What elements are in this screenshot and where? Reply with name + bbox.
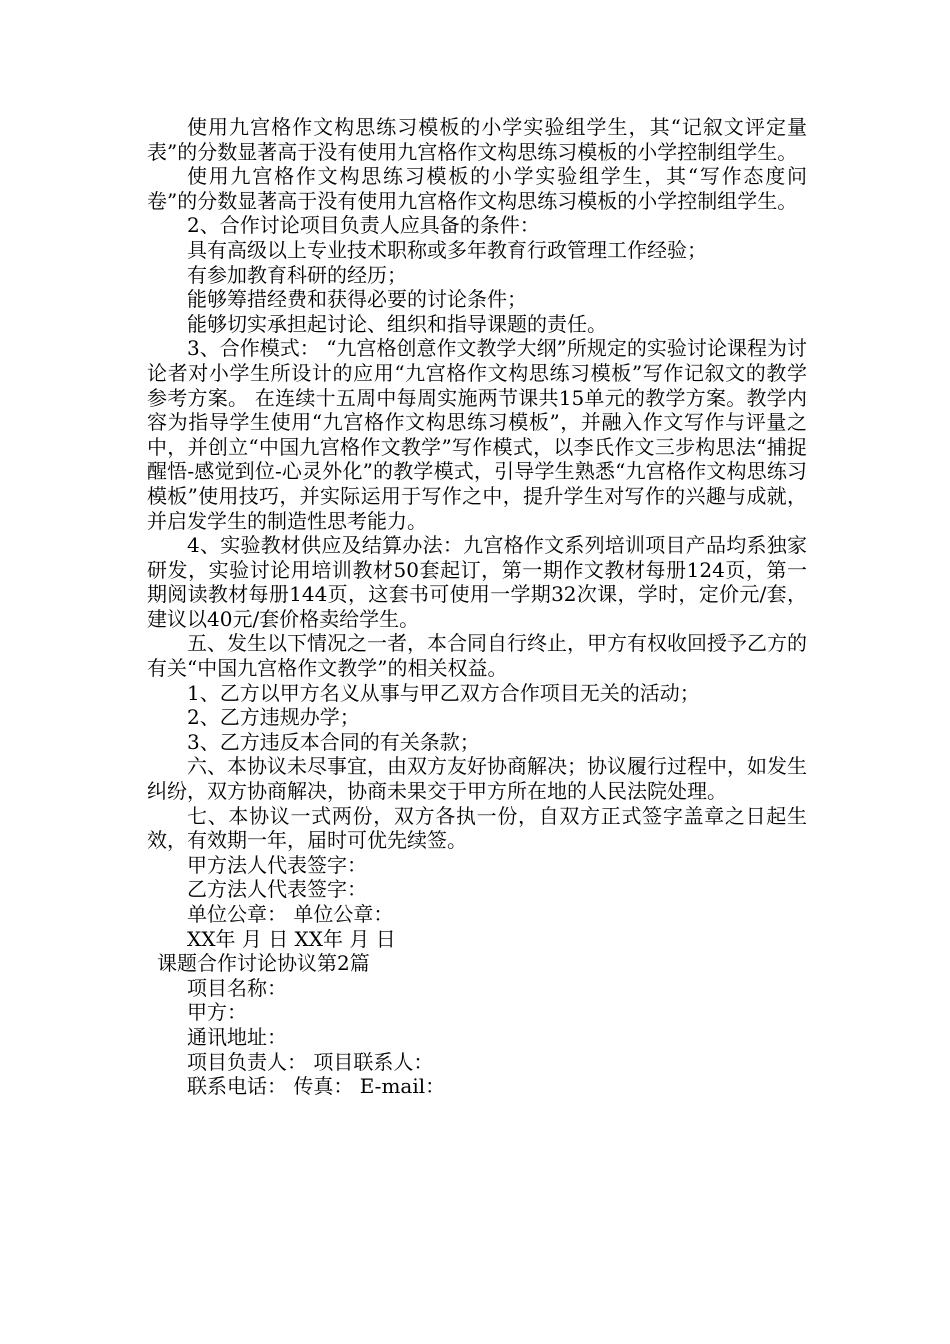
official-seals: 单位公章： 单位公章： xyxy=(187,902,394,926)
paragraph-experiment-result-1: 使用九宫格作文构思练习模板的小学实验组学生，其“记叙文评定量表”的分数显著高于没有使用九宫格作文构思练习模板的小学控制组学生。 xyxy=(147,115,807,164)
agreement-2-title: 课题合作讨论协议第2篇 xyxy=(157,951,370,976)
signature-dates: XX年 月 日 XX年 月 日 xyxy=(187,926,396,951)
section-disputes: 六、本协议未尽事宜，由双方友好协商解决；协议履行过程中，如发生纠纷，双方协商解决，协商未果交于甲方所在地的人民法院处理。 xyxy=(147,754,807,804)
section-leader-conditions: 2、合作讨论项目负责人应具备的条件： xyxy=(187,213,540,238)
field-phone-fax-email: 联系电话： 传真： E-mail： xyxy=(187,1074,446,1099)
section-cooperation-mode: 3、合作模式： “九宫格创意作文教学大纲”所规定的实验讨论课程为讨论者对小学生所设计的应用“九宫格作文构思练习模板”写作记叙文的教学参考方案。 在连续十五周中每周实施两节课共15单元的教学方案。教学内容为指导学生使用“九宫格作文构思练习模板”，并融入作文写作与评量之中，并创立“中国九宫格作文教学”写作模式，以李氏作文三步构思法“捕捉醒悟-感觉到位-心灵外化”的教学模式，引导学生熟悉“九宫格作文构思练习模板”使用技巧，并实际运用于写作之中，提升学生对写作的兴趣与成就，并启发学生的制造性思考能力。 xyxy=(147,336,807,533)
signature-party-a: 甲方法人代表签字： xyxy=(187,852,367,877)
field-address: 通讯地址： xyxy=(187,1024,287,1049)
condition-item: 能够筹措经费和获得必要的讨论条件； xyxy=(187,287,527,312)
termination-item: 1、乙方以甲方名义从事与甲乙双方合作项目无关的活动； xyxy=(187,680,700,705)
signature-party-b: 乙方法人代表签字： xyxy=(187,877,367,902)
section-validity: 七、本协议一式两份，双方各执一份，自双方正式签字盖章之日起生效，有效期一年，届时可优先续签。 xyxy=(147,803,807,853)
termination-item: 3、乙方违反本合同的有关条款； xyxy=(187,729,480,754)
section-materials-settlement: 4、实验教材供应及结算办法：九宫格作文系列培训项目产品均系独家研发，实验讨论用培训教材50套起订，第一期作文教材每册124页，第一期阅读教材每册144页，这套书可使用一学期32次课，学时，定价元/套，建议以40元/套价格卖给学生。 xyxy=(147,533,807,631)
condition-item: 具有高级以上专业技术职称或多年教育行政管理工作经验； xyxy=(187,237,707,262)
section-termination: 五、发生以下情况之一者，本合同自行终止，甲方有权收回授予乙方的有关“中国九宫格作文教学”的相关权益。 xyxy=(147,631,807,681)
termination-item: 2、乙方违规办学； xyxy=(187,705,360,730)
field-project-name: 项目名称： xyxy=(187,975,287,1000)
field-party-a: 甲方： xyxy=(187,1000,247,1025)
condition-item: 能够切实承担起讨论、组织和指导课题的责任。 xyxy=(187,311,607,336)
field-project-contacts: 项目负责人： 项目联系人： xyxy=(187,1049,434,1074)
condition-item: 有参加教育科研的经历； xyxy=(187,262,407,287)
paragraph-experiment-result-2: 使用九宫格作文构思练习模板的小学实验组学生，其“写作态度问卷”的分数显著高于没有使用九宫格作文构思练习模板的小学控制组学生。 xyxy=(147,164,807,213)
document-body xyxy=(147,115,807,1099)
